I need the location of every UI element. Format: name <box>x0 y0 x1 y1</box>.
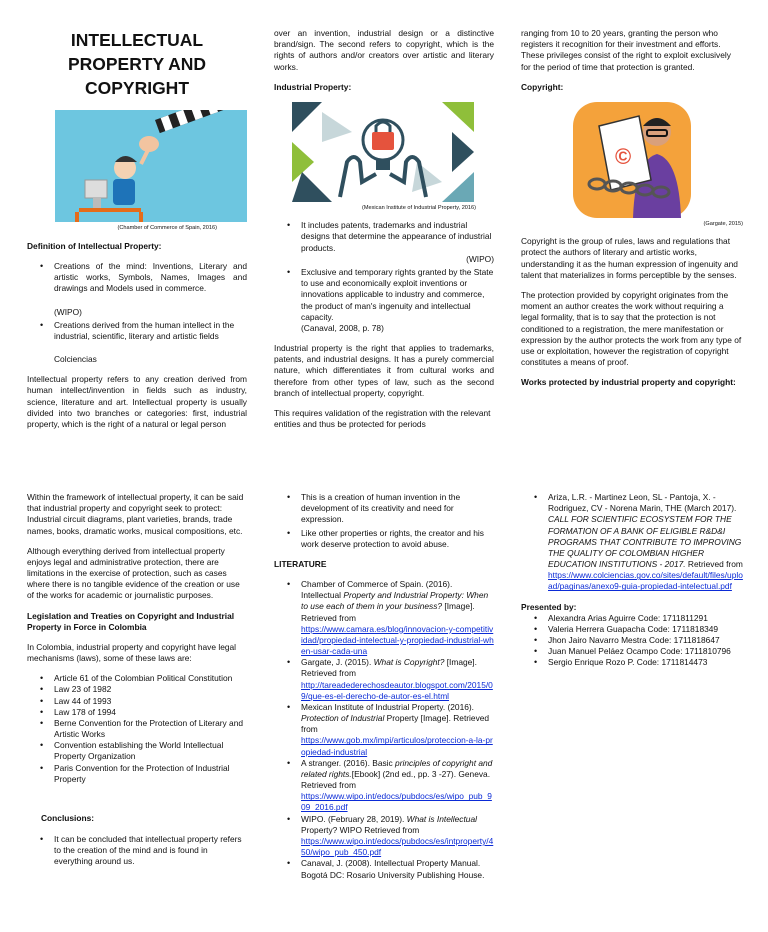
figure-caption-mexican-institute: (Mexican Institute of Industrial Property, 2016) <box>362 204 476 211</box>
list-item: • Convention establishing the World Intellectual Property Organization <box>27 740 247 762</box>
list-item: • Law 178 of 1994 <box>27 707 247 718</box>
page-title: INTELLECTUAL PROPERTY AND COPYRIGHT <box>67 30 207 99</box>
reference-link[interactable]: https://www.wipo.int/edocs/pubdocs/es/wipo_pub_909_2016.pdf <box>301 791 492 813</box>
list-item: • Paris Convention for the Protection of Industrial Property <box>27 763 247 785</box>
column-1-bottom <box>27 492 247 877</box>
svg-text:©: © <box>615 143 632 169</box>
list-item: • It can be concluded that intellectual property refers to the creation of the mind and is found in everything around us. <box>27 834 247 868</box>
reference-item: • Chamber of Commerce of Spain. (2016). Intellectual Property and Industrial Property: When to use each of them in your business? [Image]. Retrieved from https://www.camara.es/blog/innovacion-y-competitividad/propiedad-intelectual-y-propiedad-industrial-when-usar-cada-una <box>274 579 494 657</box>
validation-paragraph: This requires validation of the registration with the relevant entities and thus be protected for periods <box>274 407 491 430</box>
list-item: • It includes patents, trademarks and industrial designs that determine the appearance of industrial products. (WIPO) <box>274 220 494 265</box>
reference-item: • Mexican Institute of Industrial Property. (2016). Protection of Industrial Property [Image]. Retrieved from https://www.gob.mx/impi/articulos/proteccion-a-la-propiedad-industrial <box>274 702 494 758</box>
conclusions-list <box>27 834 247 868</box>
definition-list <box>27 261 247 365</box>
literature-heading: LITERATURE <box>274 558 327 569</box>
copyright-protection-paragraph: The protection provided by copyright originates from the moment an author creates the work without requiring a legal formality, that is to say that the protection is not conditioned to a registration, the mere manifestation or expression by the author protects the work from any type of use or exploitation, however the registration of copyright constitutes a means of proof. <box>521 289 742 368</box>
references-list <box>274 579 494 881</box>
presenters-list <box>521 613 743 669</box>
invention-list <box>274 492 494 550</box>
hand-grabbing-person-from-computer-icon <box>55 110 247 222</box>
continuation-paragraph: over an invention, industrial design or a distinctive brand/sign. The second refers to copyright, which is the rights of authors and/or creators over artistic and literary works. <box>274 28 494 72</box>
figure-caption-gargate: (Gargate, 2015) <box>703 220 743 227</box>
conclusions-heading: Conclusions: <box>41 812 95 823</box>
list-item: • This is a creation of human invention in the development of its creativity and need for expression. <box>274 492 494 526</box>
reference-item: • Gargate, J. (2015). What is Copyright? [Image]. Retrieved from http://tareadederechosdeautor.blogspot.com/2015/09/que-es-el-derecho-de-autor-es-el.html <box>274 657 494 702</box>
reference-item: • A stranger. (2016). Basic principles of copyright and related rights.[Ebook] (2nd ed., pp. 3 -27). Geneva. Retrieved from https://www.wipo.int/edocs/pubdocs/es/wipo_pub_909_2016.pdf <box>274 758 494 814</box>
list-item: • Article 61 of the Colombian Political Constitution <box>27 673 247 684</box>
figure-caption-chamber: (Chamber of Commerce of Spain, 2016) <box>117 225 217 232</box>
legislation-heading: Legislation and Treaties on Copyright and Industrial Property in Force in Colombia <box>27 610 235 632</box>
limitations-paragraph: Although everything derived from intellectual property enjoys legal and administrative protection, there are limitations in the exercise of protection, such as cases where there is no tangible evidence of the creation or use of the works for academic or journalistic purposes. <box>27 545 240 601</box>
list-item: • Berne Convention for the Protection of Literary and Artistic Works <box>27 718 247 740</box>
intro-paragraph: Intellectual property refers to any creation derived from human intellect/invention in fields such as industry, science, literature and art. Intellectual property is usually divided into two branches or categories: first, industrial property, which is the right of a natural or legal person <box>27 374 247 429</box>
works-protected-heading: Works protected by industrial property and copyright: <box>521 377 736 388</box>
list-item: • Law 23 of 1982 <box>27 684 247 695</box>
list-item: • Creations derived from the human intellect in the industrial, scientific, literary and artistic fields Colciencias <box>27 320 247 366</box>
list-item: • Valeria Herrera Guapacha Code: 1711818349 <box>521 624 743 635</box>
colombia-paragraph: In Colombia, industrial property and copyright have legal mechanisms (laws), some of these laws are: <box>27 641 237 664</box>
column-2-bottom <box>274 492 494 890</box>
list-item: • Creations of the mind: Inventions, Literary and artistic works, Symbols, Names, Images and drawings and Models used in commerce. (WIPO) <box>27 261 247 318</box>
presented-by-heading: Presented by: <box>521 601 577 612</box>
industrial-property-paragraph: Industrial property is the right that applies to trademarks, patents, and industrial designs. It has a purely commercial nature, which differentiates it from cultural works and therefore from other types of law, such as the second branch of intellectual property, copyright. <box>274 343 494 398</box>
framework-paragraph: Within the framework of intellectual property, it can be said that industrial property and copyright seek to protect: Industrial circuit diagrams, plant varieties, brands, trade names, books, dramatic works, musical compositions, etc. <box>27 492 244 536</box>
list-item: • Juan Manuel Peláez Ocampo Code: 1711810796 <box>521 646 743 657</box>
list-item: • Alexandra Arias Aguirre Code: 1711811291 <box>521 613 743 624</box>
reference-link[interactable]: https://www.camara.es/blog/innovacion-y-competitividad/propiedad-intelectual-y-propiedad-industrial-when-usar-cada-una <box>301 623 494 657</box>
list-item: • Sergio Enrique Rozo P. Code: 1711814473 <box>521 657 743 668</box>
column-3-bottom <box>521 492 743 678</box>
person-holding-chained-document-icon <box>573 102 691 218</box>
list-item: • Exclusive and temporary rights granted by the State to use and economically exploit inventions or innovations applicable to industry and commerce, the product of man's ingenuity and intellectual capacity. (Canaval, 2008, p. 78) <box>274 267 494 334</box>
reference-item: • Ariza, L.R. - Martinez Leon, SL - Pantoja, X. - Rodriguez, CV - Norena Marin, THE (March 2017). CALL FOR SCIENTIFIC ECOSYSTEM FOR THE FORMATION OF A BANK OF ELIGIBLE R&D&I PROGRAMS THAT CONTRIBUTE TO IMPROVING THE QUALITY OF COLOMBIAN HIGHER EDUCATION INSTITUTIONS - 2017. Retrieved from https://www.colciencias.gov.co/sites/default/files/upload/paginas/anexo9-guia-propiedad-intelectual.pdf <box>521 492 743 593</box>
reference-link[interactable]: https://www.gob.mx/impi/articulos/proteccion-a-la-propiedad-industrial <box>301 735 493 757</box>
reference-link[interactable]: https://www.wipo.int/edocs/pubdocs/es/intproperty/450/wipo_pub_450.pdf <box>301 835 494 858</box>
list-item: • Jhon Jairo Navarro Mestra Code: 1711818647 <box>521 635 743 646</box>
reference-item: • WIPO. (February 28, 2019). What is Intellectual Property? WIPO Retrieved from https://www.wipo.int/edocs/pubdocs/es/intproperty/450/wipo_pub_450.pdf <box>274 814 494 859</box>
hands-protecting-lightbulb-icon <box>292 102 474 202</box>
column-2-top <box>274 28 494 439</box>
definition-heading: Definition of Intellectual Property: <box>27 240 162 251</box>
laws-list <box>27 673 247 785</box>
continuation-paragraph: ranging from 10 to 20 years, granting the person who registers it recognition for their investment and efforts. These privileges consist of the right to exploit exclusively for the period of time that protection is granted. <box>521 28 731 72</box>
copyright-paragraph: Copyright is the group of rules, laws and regulations that protect the authors of literary and artistic works, understanding it as the human expression of ingenuity and talent that materializes in forms perceptible by the senses. <box>521 236 738 280</box>
reference-item: • Canaval, J. (2008). Intellectual Property Manual. Bogotá DC: Rosario University Publishing House. <box>274 858 494 880</box>
copyright-heading: Copyright: <box>521 81 564 92</box>
list-item: • Like other properties or rights, the creator and his work deserve protection to avoid abuse. <box>274 528 494 550</box>
references-list-continued <box>521 492 743 593</box>
reference-link[interactable]: http://tareadederechosdeautor.blogspot.com/2015/09/que-es-el-derecho-de-autor-es-el.html <box>301 679 493 701</box>
industrial-property-list <box>274 220 494 334</box>
reference-link[interactable]: https://www.colciencias.gov.co/sites/default/files/upload/paginas/anexo9-guia-propiedad-intelectual.pdf <box>548 570 743 592</box>
column-3-top <box>521 28 743 397</box>
list-item: • Law 44 of 1993 <box>27 696 247 707</box>
industrial-property-heading: Industrial Property: <box>274 81 352 92</box>
column-1-top <box>27 28 247 439</box>
